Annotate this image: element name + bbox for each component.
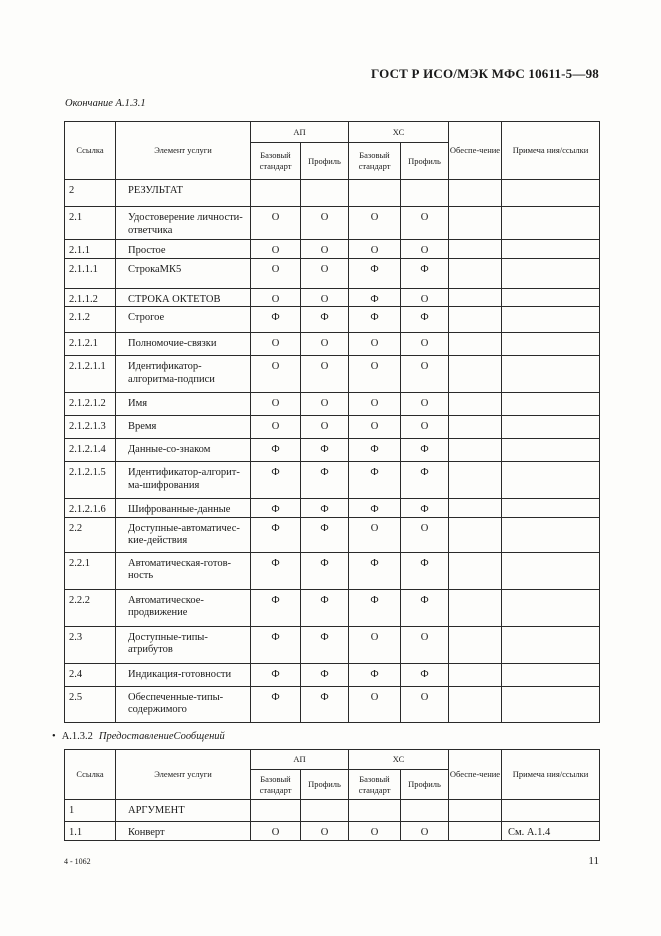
cell-ap-profile: О xyxy=(301,416,349,439)
cell-ref: 2.1 xyxy=(65,207,116,240)
cell-ap-profile: Ф xyxy=(301,626,349,663)
cell-ap-profile: Ф xyxy=(301,517,349,552)
col-notes: Примеча ния/ссылки xyxy=(502,750,600,800)
cell-support xyxy=(449,356,502,393)
col-support: Обеспе-чение xyxy=(449,122,502,180)
cell-support xyxy=(449,240,502,259)
cell-ap-base: О xyxy=(251,356,301,393)
col-xc-base: Базовый стандарт xyxy=(349,143,401,180)
section-bullet: • xyxy=(52,731,56,742)
cell-ap-base xyxy=(251,180,301,207)
cell-element: Данные-со-знаком xyxy=(116,439,251,462)
cell-xc-profile: О xyxy=(401,626,449,663)
cell-ref: 2.2.1 xyxy=(65,552,116,589)
cell-ref: 2.1.1.1 xyxy=(65,258,116,288)
cell-notes xyxy=(502,288,600,307)
cell-xc-base: Ф xyxy=(349,552,401,589)
col-support: Обеспе-чение xyxy=(449,750,502,800)
table-row xyxy=(65,240,600,259)
cell-xc-base: О xyxy=(349,626,401,663)
cell-ap-profile xyxy=(301,180,349,207)
col-ref: Ссылка xyxy=(65,122,116,180)
cell-element: АРГУМЕНТ xyxy=(116,800,251,822)
col-xc-profile: Профиль xyxy=(401,143,449,180)
cell-support xyxy=(449,499,502,518)
cell-notes xyxy=(502,663,600,686)
cell-ref: 2.1.2.1.3 xyxy=(65,416,116,439)
cell-xc-base: Ф xyxy=(349,663,401,686)
col-notes: Примеча ния/ссылки xyxy=(502,122,600,180)
cell-ap-base: Ф xyxy=(251,589,301,626)
cell-ref: 2.3 xyxy=(65,626,116,663)
cell-ref: 2.1.2.1.4 xyxy=(65,439,116,462)
cell-ap-profile: О xyxy=(301,240,349,259)
cell-ap-profile: Ф xyxy=(301,552,349,589)
table-row xyxy=(65,626,600,663)
requirements-table-2 xyxy=(64,749,600,841)
cell-ap-profile: Ф xyxy=(301,439,349,462)
cell-support xyxy=(449,393,502,416)
table-row xyxy=(65,333,600,356)
cell-xc-base: О xyxy=(349,822,401,841)
cell-xc-profile: Ф xyxy=(401,663,449,686)
cell-element: СтрокаМК5 xyxy=(116,258,251,288)
cell-support xyxy=(449,800,502,822)
cell-element: РЕЗУЛЬТАТ xyxy=(116,180,251,207)
cell-ap-base: Ф xyxy=(251,517,301,552)
col-ap-base: Базовый стандарт xyxy=(251,770,301,800)
cell-xc-profile: О xyxy=(401,393,449,416)
cell-xc-profile: О xyxy=(401,686,449,722)
cell-xc-base: О xyxy=(349,393,401,416)
cell-element: Идентификатор-алгоритма-подписи xyxy=(116,356,251,393)
cell-ap-profile: О xyxy=(301,207,349,240)
cell-xc-base: Ф xyxy=(349,589,401,626)
cell-xc-base: О xyxy=(349,356,401,393)
cell-xc-base: О xyxy=(349,686,401,722)
cell-ap-base: Ф xyxy=(251,552,301,589)
cell-notes xyxy=(502,240,600,259)
cell-element: СТРОКА ОКТЕТОВ xyxy=(116,288,251,307)
cell-xc-profile xyxy=(401,800,449,822)
cell-support xyxy=(449,307,502,333)
cell-ref: 2.5 xyxy=(65,686,116,722)
cell-xc-base xyxy=(349,180,401,207)
col-ap-base: Базовый стандарт xyxy=(251,143,301,180)
cell-xc-profile: Ф xyxy=(401,552,449,589)
table-row xyxy=(65,356,600,393)
cell-xc-profile: О xyxy=(401,517,449,552)
table-row xyxy=(65,589,600,626)
table-row xyxy=(65,552,600,589)
cell-element: Обеспеченные-типы-содержимого xyxy=(116,686,251,722)
cell-notes xyxy=(502,180,600,207)
cell-notes: См. А.1.4 xyxy=(502,822,600,841)
section-number: А.1.3.2 xyxy=(61,731,93,742)
table-row xyxy=(65,686,600,722)
cell-ap-base: О xyxy=(251,416,301,439)
cell-xc-profile: О xyxy=(401,207,449,240)
cell-ap-profile: Ф xyxy=(301,307,349,333)
cell-ap-base: О xyxy=(251,240,301,259)
cell-notes xyxy=(502,439,600,462)
cell-notes xyxy=(502,356,600,393)
cell-ref: 2.1.1.2 xyxy=(65,288,116,307)
cell-notes xyxy=(502,307,600,333)
cell-ref: 2.1.2.1.2 xyxy=(65,393,116,416)
table-row xyxy=(65,207,600,240)
cell-ap-profile: Ф xyxy=(301,663,349,686)
cell-ref: 2.1.2.1 xyxy=(65,333,116,356)
cell-ap-base: Ф xyxy=(251,462,301,499)
cell-xc-base: О xyxy=(349,517,401,552)
cell-notes xyxy=(502,589,600,626)
cell-ap-base: О xyxy=(251,822,301,841)
col-ref: Ссылка xyxy=(65,750,116,800)
cell-xc-profile: О xyxy=(401,288,449,307)
section-title: ПредоставлениеСообщений xyxy=(98,731,225,742)
cell-xc-profile: О xyxy=(401,416,449,439)
cell-ap-base: Ф xyxy=(251,307,301,333)
cell-xc-base: О xyxy=(349,333,401,356)
cell-element: Имя xyxy=(116,393,251,416)
cell-ref: 2 xyxy=(65,180,116,207)
cell-xc-profile: Ф xyxy=(401,462,449,499)
cell-ap-base: Ф xyxy=(251,439,301,462)
cell-support xyxy=(449,663,502,686)
cell-notes xyxy=(502,552,600,589)
cell-ref: 2.1.1 xyxy=(65,240,116,259)
cell-ref: 1.1 xyxy=(65,822,116,841)
col-ap-profile: Профиль xyxy=(301,770,349,800)
cell-support xyxy=(449,333,502,356)
cell-ap-profile xyxy=(301,800,349,822)
cell-ap-profile: О xyxy=(301,288,349,307)
col-ap-profile: Профиль xyxy=(301,143,349,180)
cell-ap-profile: О xyxy=(301,393,349,416)
footer-code: 4 - 1062 xyxy=(64,857,91,866)
page-number: 11 xyxy=(588,855,599,867)
cell-xc-base: Ф xyxy=(349,499,401,518)
cell-ap-base: О xyxy=(251,207,301,240)
cell-xc-profile: Ф xyxy=(401,258,449,288)
cell-xc-base: Ф xyxy=(349,288,401,307)
cell-notes xyxy=(502,258,600,288)
cell-ap-base: Ф xyxy=(251,663,301,686)
table-row xyxy=(65,800,600,822)
table-row xyxy=(65,258,600,288)
section-caption xyxy=(52,731,225,742)
cell-ap-base: О xyxy=(251,288,301,307)
cell-ref: 2.2 xyxy=(65,517,116,552)
cell-notes xyxy=(502,800,600,822)
cell-xc-base: Ф xyxy=(349,462,401,499)
cell-ap-profile: О xyxy=(301,258,349,288)
cell-xc-base xyxy=(349,800,401,822)
cell-element: Конверт xyxy=(116,822,251,841)
cell-ref: 2.4 xyxy=(65,663,116,686)
table-row xyxy=(65,822,600,841)
cell-notes xyxy=(502,626,600,663)
cell-support xyxy=(449,517,502,552)
table-row xyxy=(65,180,600,207)
cell-ap-base: О xyxy=(251,393,301,416)
cell-element: Удостоверение личности-ответчика xyxy=(116,207,251,240)
cell-ref: 2.1.2 xyxy=(65,307,116,333)
table1-body xyxy=(65,180,600,723)
cell-xc-profile: О xyxy=(401,240,449,259)
cell-xc-base: Ф xyxy=(349,258,401,288)
cell-notes xyxy=(502,686,600,722)
cell-xc-profile: О xyxy=(401,356,449,393)
col-xc-profile: Профиль xyxy=(401,770,449,800)
cell-ap-base: Ф xyxy=(251,499,301,518)
cell-ap-profile: О xyxy=(301,356,349,393)
cell-xc-base: Ф xyxy=(349,307,401,333)
col-element: Элемент услуги xyxy=(116,122,251,180)
cell-support xyxy=(449,552,502,589)
table-row xyxy=(65,517,600,552)
col-ap: АП xyxy=(251,122,349,143)
cell-element: Шифрованные-данные xyxy=(116,499,251,518)
cell-ap-profile: О xyxy=(301,822,349,841)
cell-support xyxy=(449,439,502,462)
cell-ap-profile: Ф xyxy=(301,462,349,499)
table-row xyxy=(65,499,600,518)
cell-support xyxy=(449,462,502,499)
cell-xc-profile: Ф xyxy=(401,307,449,333)
table-row xyxy=(65,288,600,307)
cell-notes xyxy=(502,499,600,518)
cell-support xyxy=(449,258,502,288)
cell-xc-profile: Ф xyxy=(401,439,449,462)
cell-ref: 2.1.2.1.1 xyxy=(65,356,116,393)
cell-notes xyxy=(502,207,600,240)
col-xc: ХС xyxy=(349,750,449,770)
cell-notes xyxy=(502,333,600,356)
cell-ref: 1 xyxy=(65,800,116,822)
cell-ap-base: О xyxy=(251,333,301,356)
cell-ap-profile: Ф xyxy=(301,499,349,518)
cell-xc-profile: О xyxy=(401,333,449,356)
cell-element: Строгое xyxy=(116,307,251,333)
cell-ref: 2.1.2.1.6 xyxy=(65,499,116,518)
document-header: ГОСТ Р ИСО/МЭК МФС 10611-5—98 xyxy=(370,66,599,81)
cell-support xyxy=(449,589,502,626)
cell-notes xyxy=(502,517,600,552)
cell-element: Простое xyxy=(116,240,251,259)
table2-body xyxy=(65,800,600,841)
cell-element: Идентификатор-алгорит-ма-шифрования xyxy=(116,462,251,499)
cell-support xyxy=(449,207,502,240)
table-row xyxy=(65,416,600,439)
cell-ref: 2.1.2.1.5 xyxy=(65,462,116,499)
cell-notes xyxy=(502,393,600,416)
cell-xc-base: Ф xyxy=(349,439,401,462)
table-row xyxy=(65,462,600,499)
col-element: Элемент услуги xyxy=(116,750,251,800)
cell-element: Полномочие-связки xyxy=(116,333,251,356)
cell-element: Доступные-автоматичес-кие-действия xyxy=(116,517,251,552)
col-xc: ХС xyxy=(349,122,449,143)
table-row xyxy=(65,663,600,686)
col-ap: АП xyxy=(251,750,349,770)
cell-xc-profile: О xyxy=(401,822,449,841)
cell-notes xyxy=(502,416,600,439)
cell-ap-base: О xyxy=(251,258,301,288)
cell-ap-profile: Ф xyxy=(301,686,349,722)
cell-ref: 2.2.2 xyxy=(65,589,116,626)
table-row xyxy=(65,307,600,333)
cell-element: Доступные-типы-атрибутов xyxy=(116,626,251,663)
cell-element: Индикация-готовности xyxy=(116,663,251,686)
cell-support xyxy=(449,822,502,841)
table-row xyxy=(65,393,600,416)
cell-ap-base: Ф xyxy=(251,626,301,663)
cell-xc-base: О xyxy=(349,207,401,240)
cell-xc-profile: Ф xyxy=(401,589,449,626)
cell-xc-base: О xyxy=(349,240,401,259)
col-xc-base: Базовый стандарт xyxy=(349,770,401,800)
cell-ap-base: Ф xyxy=(251,686,301,722)
cell-support xyxy=(449,686,502,722)
cell-xc-profile xyxy=(401,180,449,207)
table-caption: Окончание А.1.3.1 xyxy=(65,98,146,109)
cell-ap-profile: Ф xyxy=(301,589,349,626)
cell-support xyxy=(449,416,502,439)
cell-element: Автоматическое-продвижение xyxy=(116,589,251,626)
cell-notes xyxy=(502,462,600,499)
cell-element: Время xyxy=(116,416,251,439)
cell-support xyxy=(449,626,502,663)
requirements-table-1 xyxy=(64,121,600,723)
table-row xyxy=(65,439,600,462)
cell-ap-profile: О xyxy=(301,333,349,356)
cell-xc-base: О xyxy=(349,416,401,439)
cell-element: Автоматическая-готов-ность xyxy=(116,552,251,589)
cell-ap-base xyxy=(251,800,301,822)
cell-support xyxy=(449,180,502,207)
cell-support xyxy=(449,288,502,307)
cell-xc-profile: Ф xyxy=(401,499,449,518)
